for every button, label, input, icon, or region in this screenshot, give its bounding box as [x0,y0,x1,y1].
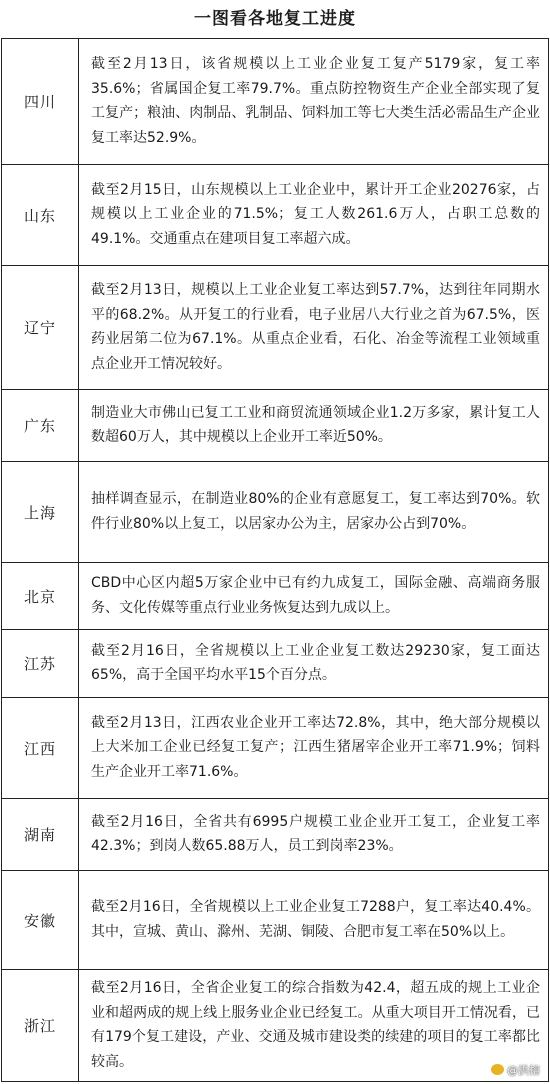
description-cell: 截至2月13日，规模以上工业企业复工率达到57.7%，达到往年同期水平的68.2%。从开复工的行业看，电子业居八大行业之首为67.5%，医药业居第二位为67.1%。从重点企业看，石化、冶金等流程工业领域重点企业开工情况较好。 [79,266,549,390]
table-row [2,970,549,1082]
province-cell: 山东 [2,165,79,266]
description-cell: 截至2月16日，全省规模以上工业企业复工7288户，复工率达40.4%。其中，宣城、黄山、滁州、芜湖、铜陵、合肥市复工率在50%以上。 [79,871,549,970]
table-row [2,462,549,563]
province-cell: 安徽 [2,871,79,970]
province-cell: 江西 [2,698,79,799]
description-cell: 截至2月16日，全省企业复工的综合指数为42.4，超五成的规上工业企业和超两成的规上线上服务业企业已经复工。从重大项目开工情况看，已有179个复工建设，产业、交通及城市建设类的续建的项目的复工率都比较高。 [79,970,549,1082]
description-cell: 制造业大市佛山已复工工业和商贸流通领域企业1.2万多家，累计复工人数超60万人，其中规模以上企业开工率近50%。 [79,390,549,462]
province-cell: 辽宁 [2,266,79,390]
description-cell: 截至2月13日，该省规模以上工业企业复工复产5179家，复工率35.6%；省属国企复工率79.7%。重点防控物资生产企业全部实现了复工复产；粮油、肉制品、乳制品、饲料加工等七大类生活必需品生产企业复工率达52.9%。 [79,39,549,165]
province-cell: 四川 [2,39,79,165]
table-row [2,799,549,871]
province-cell: 广东 [2,390,79,462]
table-row [2,390,549,462]
description-cell: 截至2月16日，全省规模以上工业企业复工数达29230家，复工面达65%，高于全国平均水平15个百分点。 [79,630,549,698]
description-cell: 截至2月16日，全省共有6995户规模工业企业开工复工，企业复工率42.3%；到岗人数65.88万人，员工到岗率23%。 [79,799,549,871]
weibo-watermark [491,1062,540,1078]
description-cell: 截至2月13日，江西农业企业开工率达72.8%，其中，绝大部分规模以上大米加工企业已经复工复产；江西生猪屠宰企业开工率71.9%；饲料生产企业开工率71.6%。 [79,698,549,799]
province-cell: 北京 [2,563,79,630]
table-row [2,266,549,390]
table-row [2,39,549,165]
page-title: 一图看各地复工进度 [194,9,356,29]
table-row [2,563,549,630]
province-cell: 江苏 [2,630,79,698]
province-cell: 湖南 [2,799,79,871]
table-row [2,871,549,970]
table-row [2,165,549,266]
province-cell: 上海 [2,462,79,563]
weibo-logo-icon [491,1064,504,1075]
table-row [2,698,549,799]
description-cell: 截至2月15日，山东规模以上工业企业中，累计开工企业20276家，占规模以上工业企业的71.5%；复工人数261.6万人，占职工总数的49.1%。交通重点在建项目复工率超六成。 [79,165,549,266]
watermark-text: @洪榕 [507,1064,540,1077]
progress-table [1,38,549,1082]
description-cell: CBD中心区内超5万家企业中已有约九成复工，国际金融、高端商务服务、文化传媒等重点行业业务恢复达到九成以上。 [79,563,549,630]
province-cell: 浙江 [2,970,79,1082]
description-cell: 抽样调查显示，在制造业80%的企业有意愿复工，复工率达到70%。软件行业80%以上复工，以居家办公为主，居家办公占到70%。 [79,462,549,563]
table-row [2,630,549,698]
